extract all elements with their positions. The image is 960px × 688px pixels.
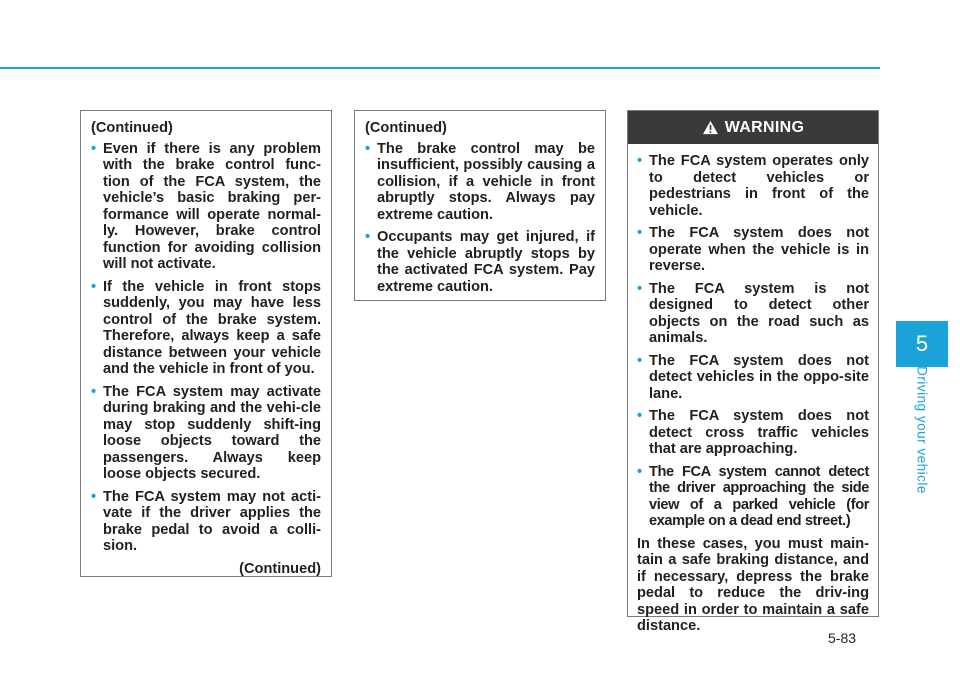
continued-label-bottom: (Continued) — [239, 560, 321, 577]
list-item: • Even if there is any problem with the brake control func-tion of the FCA system, the vehicle’s basic braking per-formance will operate normal-ly. However, brake control function for avoiding collision will not activate. — [91, 140, 321, 272]
caution-box-left — [80, 110, 332, 577]
bullet-icon: • — [365, 229, 371, 245]
warning-header — [628, 111, 878, 144]
bullet-icon: • — [91, 278, 97, 295]
continued-label-top: (Continued) — [91, 120, 173, 136]
bullet-icon: • — [637, 225, 643, 241]
bullet-icon: • — [637, 463, 642, 480]
list-item: • The FCA system cannot detect the driver approaching the side view of a parked vehicle (for example on a dead end street.) — [637, 463, 869, 529]
bullet-icon: • — [637, 352, 643, 369]
bullet-icon: • — [91, 488, 97, 505]
bullet-list — [637, 153, 869, 530]
list-item: • The brake control may be insufficient, possibly causing a collision, if a vehicle in front abruptly stops. Always pay extreme caution. — [365, 140, 595, 223]
header-rule — [0, 67, 880, 69]
list-item: • The FCA system does not detect vehicles in the oppo-site lane. — [637, 352, 869, 402]
list-item: • The FCA system does not operate when the vehicle is in reverse. — [637, 225, 869, 274]
warning-triangle-icon — [702, 120, 719, 135]
warning-title: WARNING — [724, 118, 805, 136]
bullet-icon: • — [637, 408, 643, 424]
list-item: • The FCA system may not acti-vate if the driver applies the brake pedal to avoid a colli-sion. — [91, 488, 321, 554]
list-item: • Occupants may get injured, if the vehicle abruptly stops by the activated FCA system. Pay extreme caution. — [365, 229, 595, 295]
bullet-icon: • — [91, 383, 97, 400]
continued-label-top: (Continued) — [365, 120, 447, 136]
warning-closing-text: In these cases, you must main-tain a safe braking distance, and if necessary, depress the brake pedal to reduce the driv-ing speed in order to maintain a safe distance. — [637, 535, 869, 634]
bullet-icon: • — [637, 153, 643, 169]
chapter-label: Driving your vehicle — [914, 366, 930, 494]
bullet-list — [365, 141, 595, 296]
warning-body — [628, 144, 878, 635]
list-item: • If the vehicle in front stops suddenly, you may have less control of the brake system. Therefore, always keep a safe distance between your vehicle and the vehicle in front of you. — [91, 278, 321, 377]
bullet-icon: • — [365, 140, 371, 157]
bullet-list — [91, 141, 321, 555]
page-number: 5-83 — [828, 630, 857, 646]
bullet-icon: • — [91, 140, 97, 157]
caution-box-middle — [354, 110, 606, 301]
chapter-tab — [896, 321, 948, 367]
list-item: • The FCA system is not designed to detect other objects on the road such as animals. — [637, 280, 869, 346]
list-item: • The FCA system may activate during braking and the vehi-cle may stop suddenly shift-ing loose objects toward the passengers. Always keep loose objects secured. — [91, 383, 321, 482]
list-item: • The FCA system operates only to detect vehicles or pedestrians in front of the vehicle. — [637, 153, 869, 219]
bullet-icon: • — [637, 280, 643, 297]
chapter-number: 5 — [915, 331, 929, 356]
list-item: • The FCA system does not detect cross traffic vehicles that are approaching. — [637, 408, 869, 457]
warning-box — [627, 110, 879, 634]
